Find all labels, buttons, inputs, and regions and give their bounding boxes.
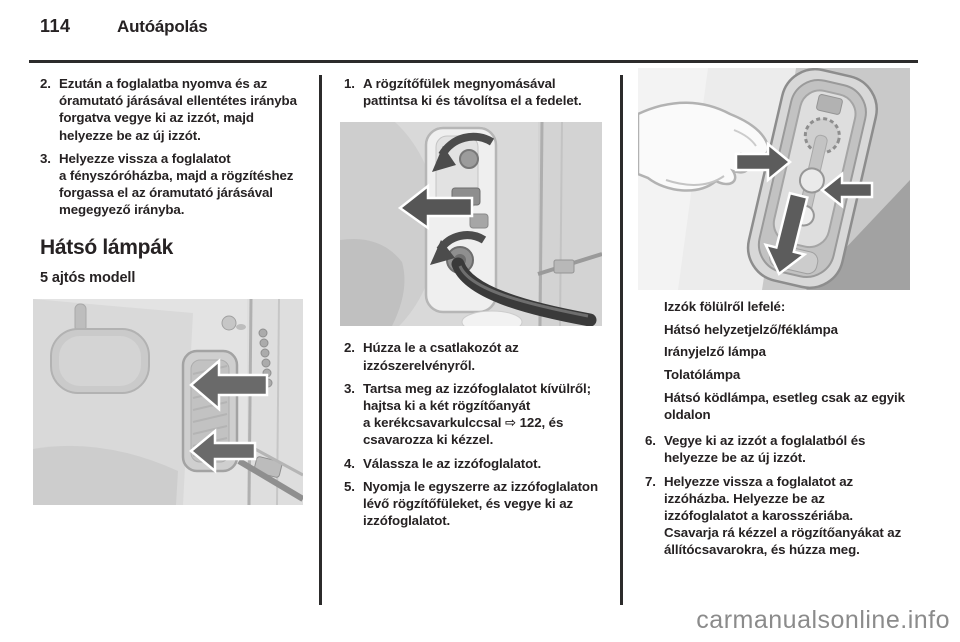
bulb-carrier-figure: [340, 122, 602, 326]
list-text: Húzza le a csatlakozót az izzószerelvényről.: [363, 340, 519, 373]
header-rule: [29, 60, 918, 63]
column-separator: [319, 75, 322, 605]
list-item: [645, 473, 907, 559]
list-number: 3.: [40, 150, 51, 166]
list-item: [645, 432, 907, 466]
list-number: 2.: [40, 76, 51, 91]
list-number: 6.: [645, 433, 656, 449]
list-item: [40, 75, 304, 144]
list-text: Helyezze vissza a foglalatot az izzóházba. Helyezze be az izzófoglalatot a karosszériába. Csavarja rá kézzel a rögzítőanyákat az állítócsavarokra, és húzza meg.: [664, 473, 902, 558]
list-item: [344, 455, 602, 472]
bulb-list-item: Irányjelző lámpa: [664, 344, 766, 360]
list-item: [344, 339, 602, 373]
section-subheading: 5 ajtós modell: [40, 269, 136, 286]
list-number: 4.: [344, 455, 355, 471]
list-text: Válassza le az izzófoglalatot.: [363, 455, 542, 471]
list-number: 1.: [344, 76, 355, 91]
list-item: [344, 380, 602, 449]
list-text: Vegye ki az izzót a foglalatból és helyezze be az új izzót.: [664, 433, 866, 466]
section-heading: Hátsó lámpák: [40, 235, 173, 259]
list-item: [40, 150, 304, 219]
column-3: [645, 75, 907, 565]
list-text: Tartsa meg az izzófoglalatot kívülről; hajtsa ki a két rögzítőanyát a kerékcsavarkulccsal ⇨ 122, és csavarozza ki kézzel.: [363, 380, 591, 448]
bulb-list-intro: Izzók fölülről lefelé:: [664, 299, 786, 314]
watermark: carmanualsonline.info: [696, 606, 950, 634]
page-number: 114: [40, 16, 71, 36]
rear-door-panel-figure: [33, 299, 303, 505]
bulb-list-item: Tolatólámpa: [664, 367, 741, 383]
column-separator: [620, 75, 623, 605]
bulb-list-item: Hátsó ködlámpa, esetleg csak az egyik oldalon: [664, 389, 905, 423]
chapter-title: Autóápolás: [117, 17, 208, 36]
list-number: 2.: [344, 340, 355, 356]
list-item: [344, 75, 602, 109]
list-item: [344, 478, 602, 530]
list-text: A rögzítőfülek megnyomásával pattintsa ki és távolítsa el a fedelet.: [363, 76, 582, 109]
list-text: Helyezze vissza a foglalatot a fényszóróházba, majd a rögzítéshez forgassa el az óramutató járásával megegyező irányba.: [59, 150, 294, 218]
list-number: 7.: [645, 473, 656, 489]
list-text: Ezután a foglalatba nyomva és az óramutató járásával ellentétes irányba forgatva vegye ki az izzót, majd helyezze be az új izzót.: [59, 76, 297, 143]
column-1: [40, 75, 304, 505]
list-number: 3.: [344, 380, 355, 396]
tail-lamp-assembly-figure: [638, 68, 910, 290]
column-2: [344, 75, 602, 535]
list-text: Nyomja le egyszerre az izzófoglalaton lévő rögzítőfüleket, és vegye ki az izzófoglalatot.: [363, 478, 598, 529]
bulb-list-item: Hátsó helyzetjelző/féklámpa: [664, 321, 838, 337]
list-number: 5.: [344, 478, 355, 494]
